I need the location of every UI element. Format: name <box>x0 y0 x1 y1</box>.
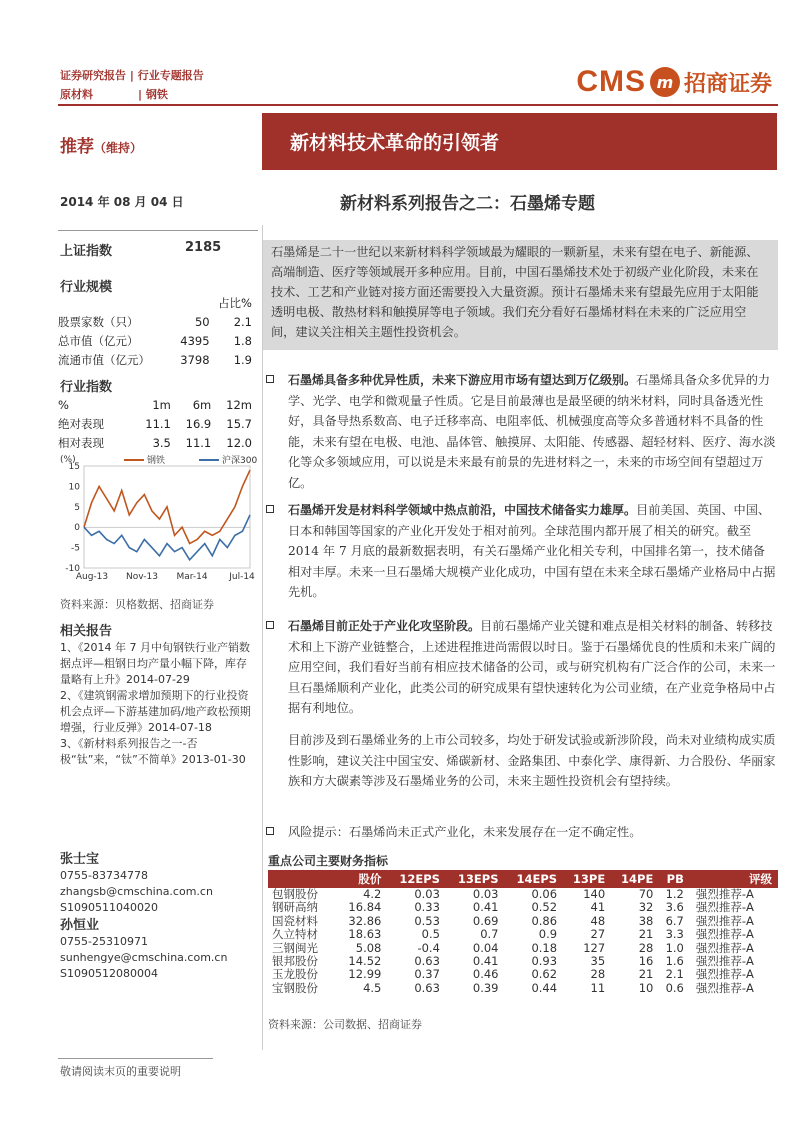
legend-label-0: 钢铁 <box>147 456 166 466</box>
fin-table <box>268 870 778 995</box>
column-header: 股价 <box>338 870 387 888</box>
left-divider <box>58 230 258 231</box>
bullet-2: 石墨烯开发是材料科学领域中热点前沿，中国技术储备实力雄厚。目前美国、英国、中国、日本和韩国等国家的产业化开发处于相对前列。全球范围内都开展了相关的研究。截至 2014 年 7 月底的最新数据表明，有关石墨烯产业化相关专利，中国排名第一，技术储备相对丰厚。未来一旦石墨烯大规模产业化成功，中国有望在未来全球石墨烯产业格局中占据先机。 <box>266 500 776 603</box>
column-header: 评级 <box>690 870 778 888</box>
table-row: 三钢闽光 5.08 -0.4 0.04 0.18 127 28 1.0 强烈推荐-A <box>272 940 754 955</box>
summary-box: 石墨烯是二十一世纪以来新材料科学领域最为耀眼的一颗新星，未来有望在电子、新能源、高端制造、医疗等领域展开多种应用。目前，中国石墨烯技术处于初级产业化阶段，未来在技术、工艺和产业链对接方面还需要投入大量资源。预计石墨烯未来有望最先应用于太阳能透明电极、散热材料和触摸屏等电子领域。我们充分看好石墨烯材料在未来的广泛应用空间，建议关注相关主题性投资机会。 <box>263 240 778 350</box>
column-header: 13EPS <box>446 870 505 888</box>
x-tick-label: Mar-14 <box>176 572 208 582</box>
analyst-name: 张士宝 <box>60 852 100 867</box>
perf-table: % 1m 6m 12m 绝对表现 11.1 16.9 15.7 相对表现 3.5 11.1 12.0 <box>58 396 252 453</box>
rating: 推荐（维持） <box>60 137 143 157</box>
industry: 钢铁 <box>145 88 168 101</box>
fin-source: 资料来源：公司数据、招商证券 <box>268 1018 422 1031</box>
index-chart <box>58 450 258 590</box>
table-row: 宝钢股份 4.5 0.63 0.39 0.44 11 10 0.6 强烈推荐-A <box>272 980 754 995</box>
table-row: 股票家数（只） 50 2.1 <box>58 315 252 329</box>
x-tick-label: Jul-14 <box>229 572 255 582</box>
bullet-1: 石墨烯具备多种优异性质，未来下游应用市场有望达到万亿级别。石墨烯具备众多优异的力学、光学、电学和微观量子性质。它是目前最薄也是最坚硬的纳米材料，同时具备透光性好，具备导热系数高、电子迁移率高、电阻率低、机械强度高等众多普通材料不具备的性能，未来有望在电极、电池、晶体管、触摸屏、太阳能、传感器、超轻材料、医疗、海水淡化等众多领域应用，可以说是未来最有前景的先进材料之一，未来的市场空间有望超过万亿。 <box>266 370 776 493</box>
list-item[interactable]: 2、《建筑钢需求增加预期下的行业投资机会点评—下游基建加码/地产政松预期增强，行业反弹》2014-07-18 <box>60 689 251 734</box>
report-subtype: 行业专题报告 <box>137 69 204 82</box>
legend-label-1: 沪深300 <box>222 456 258 466</box>
table-row: 流通市值（亿元） 3798 1.9 <box>58 353 252 367</box>
report-subtitle: 新材料系列报告之二：石墨烯专题 <box>340 194 595 214</box>
logo-mark-icon: m <box>650 67 680 97</box>
fin-table-title: 重点公司主要财务指标 <box>268 854 389 868</box>
related-list <box>60 640 256 768</box>
table-row: 久立特材 18.63 0.5 0.7 0.9 27 21 3.3 强烈推荐-A <box>272 927 754 942</box>
analyst-email[interactable]: zhangsb@cmschina.com.cn <box>60 885 213 898</box>
column-header: 13PE <box>563 870 611 888</box>
column-header: 12EPS <box>387 870 446 888</box>
checkbox-bullet-icon <box>266 375 274 383</box>
table-row: 绝对表现 11.1 16.9 15.7 <box>58 417 252 431</box>
perf-title: 行业指数 <box>60 380 113 395</box>
column-header: 14PE <box>611 870 659 888</box>
header-breadcrumb: 证券研究报告 | 行业专题报告 原材料 | 钢铁 <box>60 66 204 104</box>
paragraph: 目前涉及到石墨烯业务的上市公司较多，均处于研发试验或新涉阶段，尚未对业绩构成实质性影响，建议关注中国宝安、烯碳新材、金路集团、中泰化学、康得新、力合股份、华丽家族和方大碳素等涉及石墨烯业务的公司，未来主题性投资机会有望持续。 <box>288 733 776 788</box>
related-title: 相关报告 <box>60 624 113 639</box>
risk-note: 风险提示：石墨烯尚未正式产业化，未来发展存在一定不确定性。 <box>266 822 776 843</box>
plot-frame <box>84 466 250 568</box>
checkbox-bullet-icon <box>266 827 274 835</box>
list-item[interactable]: 1、《2014 年 7 月中旬钢铁行业产销数据点评—粗钢日均产量小幅下降，库存量略有上升》2014-07-29 <box>60 641 250 686</box>
checkbox-bullet-icon <box>266 621 274 629</box>
x-tick-label: Aug-13 <box>75 572 109 582</box>
table-row: 包钢股份 4.2 0.03 0.03 0.06 140 70 1.2 强烈推荐-A <box>272 887 754 901</box>
y-tick-label: -10 <box>65 564 80 574</box>
index-value: 2185 <box>185 240 222 255</box>
chart-source: 资料来源：贝格数据、招商证券 <box>60 598 214 611</box>
y-tick-label: 5 <box>74 502 80 513</box>
table-row: 银邦股份 14.52 0.63 0.41 0.93 35 16 1.6 强烈推荐-A <box>272 954 754 969</box>
report-date: 2014 年 08 月 04 日 <box>60 195 184 209</box>
checkbox-bullet-icon <box>266 505 274 513</box>
y-tick-label: 15 <box>68 462 80 472</box>
column-header <box>268 870 338 888</box>
analyst-name: 孙恒业 <box>60 918 100 933</box>
footer-note: 敬请阅读末页的重要说明 <box>60 1065 181 1078</box>
report-type: 证券研究报告 <box>60 69 126 82</box>
header-divider <box>58 104 778 106</box>
list-item[interactable]: 3、《新材料系列报告之一-否极“钛”来，“钛”不简单》2013-01-30 <box>60 737 246 766</box>
scale-table: 占比% 股票家数（只） 50 2.1 总市值（亿元） 4395 1.8 流通市值（亿元） 3798 1.9 <box>58 294 252 370</box>
page-title: 新材料技术革命的引领者 <box>262 113 777 170</box>
table-row: 国瓷材料 32.86 0.53 0.69 0.86 48 38 6.7 强烈推荐-A <box>272 913 754 928</box>
cms-logo: CMS m 招商证券 <box>576 65 772 98</box>
table-row: 钢研高纳 16.84 0.33 0.41 0.52 41 32 3.6 强烈推荐-A <box>272 900 754 915</box>
y-unit-label: (%) <box>60 455 76 465</box>
table-row: 相对表现 3.5 11.1 12.0 <box>58 436 252 450</box>
analyst-email[interactable]: sunhengye@cmschina.com.cn <box>60 951 228 964</box>
bullet-3: 石墨烯目前正处于产业化攻坚阶段。目前石墨烯产业关键和难点是相关材料的制备、转移技术和上下游产业链整合，上述进程推进尚需假以时日。鉴于石墨烯优良的性质和未来广阔的应用空间，我们看好当前有相应技术储备的公司，或与研究机构有广泛合作的公司，未来一旦石墨烯顺利产业化，此类公司的研究成果有望快速转化为公司业绩，在产业竞争格局中占据有利地位。 <box>266 616 776 719</box>
y-tick-label: 0 <box>74 523 80 534</box>
y-tick-label: -5 <box>71 543 80 554</box>
scale-title: 行业规模 <box>60 280 113 295</box>
table-row: 玉龙股份 12.99 0.37 0.46 0.62 28 21 2.1 强烈推荐-A <box>272 967 754 982</box>
column-header: 14EPS <box>504 870 563 888</box>
analyst-block: 张士宝 0755-83734778 zhangsb@cmschina.com.cn S1090511040020 孙恒业 0755-25310971 sunhengye@cmschina.com.cn S1090512080004 <box>60 852 228 980</box>
footer-divider <box>58 1058 213 1059</box>
table-row: 总市值（亿元） 4395 1.8 <box>58 334 252 348</box>
sector: 原材料 <box>60 88 93 101</box>
y-tick-label: 10 <box>68 482 80 493</box>
column-header: PB <box>659 870 690 888</box>
series-line-0 <box>84 470 250 543</box>
x-tick-label: Nov-13 <box>125 572 159 582</box>
index-block: 上证指数 2185 <box>60 240 222 259</box>
